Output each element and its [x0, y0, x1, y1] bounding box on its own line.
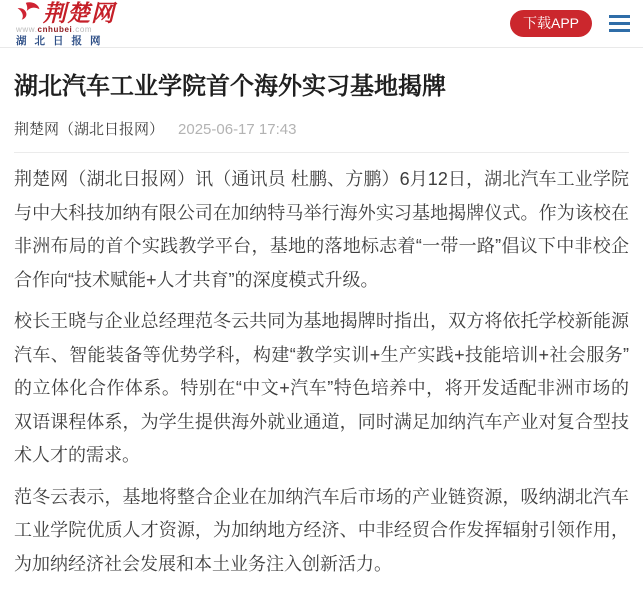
- article-container: [0, 71, 643, 581]
- article-paragraph: 荆楚网（湖北日报网）讯（通讯员 杜鹏、方鹏）6月12日，湖北汽车工业学院与中大科技加纳有限公司在加纳特马举行海外实习基地揭牌仪式。作为该校在非洲布局的首个实践教学平台，基地的落地标志着“一带一路”倡议下中非校企合作向“技术赋能+人才共育”的深度模式升级。: [14, 169, 629, 290]
- article-paragraph: 校长王晓与企业总经理范冬云共同为基地揭牌时指出，双方将依托学校新能源汽车、智能装备等优势学科，构建“教学实训+生产实践+技能培训+社会服务”的立体化合作体系。特别在“中文+汽车”特色培养中，将开发适配非洲市场的双语课程体系，为学生提供海外就业通道，同时满足加纳汽车产业对复合型技术人才的需求。: [14, 311, 629, 466]
- site-header: [0, 0, 643, 48]
- article-paragraph: 范冬云表示，基地将整合企业在加纳汽车后市场的产业链资源，吸纳湖北汽车工业学院优质人才资源，为加纳地方经济、中非经贸合作发挥辐射引领作用，为加纳经济社会发展和本土业务注入创新活力。: [14, 486, 629, 574]
- download-app-button[interactable]: 下载APP: [510, 10, 592, 37]
- url-prefix: www.: [16, 24, 38, 34]
- site-subtitle: 湖北日报网: [16, 34, 109, 47]
- article-source: 荆楚网（湖北日报网）: [14, 121, 165, 139]
- swoosh-icon: [16, 1, 41, 25]
- url-domain: cnhubei: [37, 24, 73, 34]
- article-title: 湖北汽车工业学院首个海外实习基地揭牌: [14, 73, 446, 100]
- article-byline: [14, 118, 629, 153]
- hamburger-menu-icon[interactable]: [609, 13, 630, 34]
- site-logo[interactable]: [16, 1, 115, 47]
- article-body: [14, 153, 629, 581]
- logo-top-row: [16, 1, 115, 25]
- site-name: 荆楚网: [43, 0, 115, 27]
- header-actions: [510, 10, 630, 37]
- article-datetime: 2025-06-17 17:43: [178, 121, 297, 139]
- site-url: [16, 26, 115, 34]
- url-suffix: .com: [72, 24, 93, 34]
